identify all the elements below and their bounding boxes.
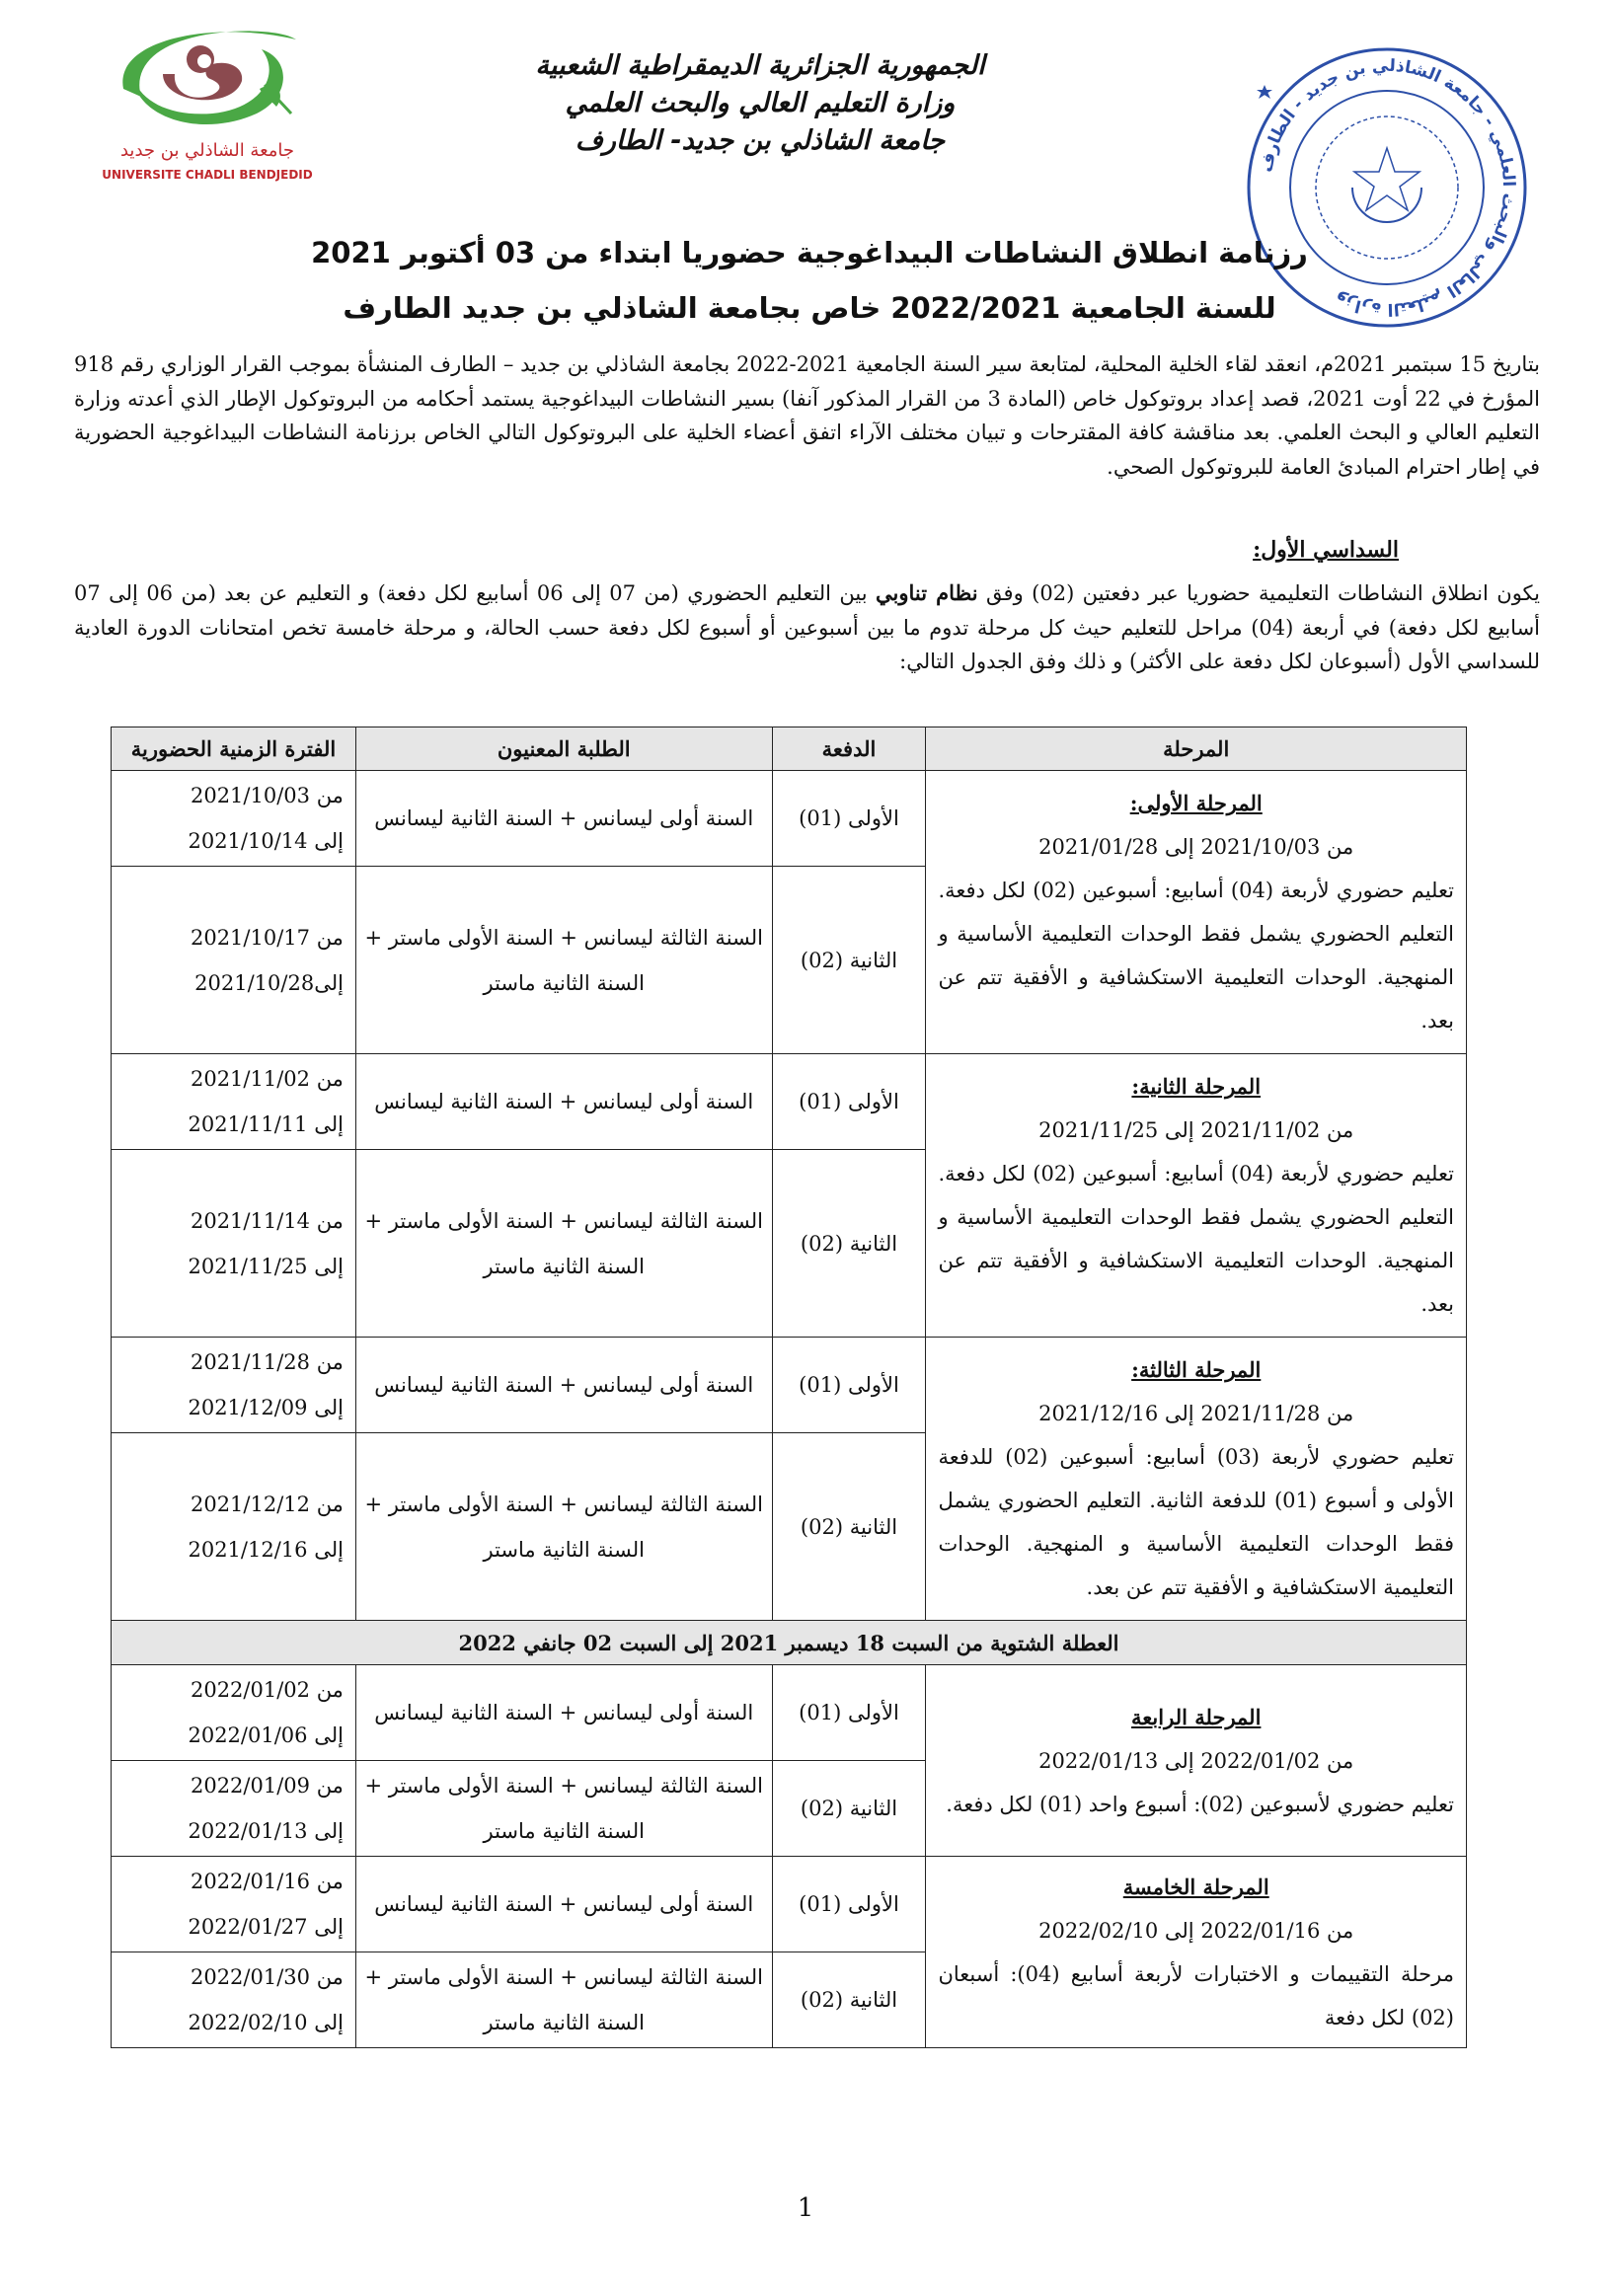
period-cell bbox=[112, 867, 356, 1054]
logo-text-arabic: جامعة الشاذلي بن جديد bbox=[119, 140, 295, 161]
period-to: إلى2021/10/28 bbox=[194, 970, 344, 995]
batch-cell: الأولى (01) bbox=[772, 1665, 926, 1761]
period-to: إلى 2022/01/27 bbox=[188, 1915, 344, 1939]
students-cell: السنة أولى ليسانس + السنة الثانية ليسانس bbox=[355, 1054, 772, 1150]
period-cell bbox=[112, 1761, 356, 1857]
phase-range: من 2021/11/02 إلى 2021/11/25 bbox=[1038, 1118, 1354, 1142]
phase-name: المرحلة الخامسة bbox=[1122, 1874, 1269, 1899]
period-cell bbox=[112, 1952, 356, 2048]
period-to: إلى 2021/11/11 bbox=[188, 1112, 344, 1136]
document-title bbox=[276, 225, 1342, 336]
period-cell bbox=[112, 1665, 356, 1761]
phase-cell bbox=[926, 1857, 1467, 2048]
semester-text-start: يكون انطلاق النشاطات التعليمية حضوريا عبر دفعتين (02) وفق bbox=[977, 581, 1540, 605]
header-period: الفترة الزمنية الحضورية bbox=[112, 727, 356, 771]
period-from: من 2022/01/16 bbox=[190, 1870, 344, 1893]
period-to: إلى 2021/12/16 bbox=[188, 1537, 344, 1562]
period-cell bbox=[112, 771, 356, 867]
phase-cell bbox=[926, 1338, 1467, 1621]
phase-range: من 2021/11/28 إلى 2021/12/16 bbox=[1038, 1402, 1354, 1425]
phase-name: المرحلة الأولى: bbox=[1129, 791, 1263, 815]
period-from: من 2022/01/30 bbox=[190, 1965, 344, 1989]
students-cell: السنة الثالثة ليسانس + السنة الأولى ماستر + السنة الثانية ماستر bbox=[355, 1433, 772, 1621]
phase-range: من 2022/01/16 إلى 2022/02/10 bbox=[1038, 1918, 1354, 1943]
intro-paragraph: بتاريخ 15 سبتمبر 2021م، انعقد لقاء الخلية المحلية، لمتابعة سير السنة الجامعية 2021-2022 بجامعة الشاذلي بن جديد – الطارف المنشأة بموجب القرار الوزاري رقم 918 المؤرخ في 22 أوت 2021، قصد إعداد بروتوكول خاص (المادة 3 من القرار المذكور آنفا) بسير النشاطات البيداغوجية يستمد أحكامه من البروتوكول الإطار الذي أعدته وزارة التعليم العالي و البحث العلمي. بعد مناقشة كافة المقترحات و تبيان مختلف الآراء اتفق أعضاء الخلية على البروتوكول التالي الخاص برزنامة النشاطات البيداغوجية الحضورية في إطار احترام المبادئ العامة للبروتوكول الصحي. bbox=[74, 352, 1541, 479]
batch-cell: الأولى (01) bbox=[772, 1857, 926, 1952]
title-line-1: رزنامة انطلاق النشاطات البيداغوجية حضوريا ابتداء من 03 أكتوبر 2021 bbox=[311, 236, 1308, 269]
period-cell bbox=[112, 1150, 356, 1338]
header-students: الطلبة المعنيون bbox=[355, 727, 772, 771]
batch-cell: الثانية (02) bbox=[772, 1433, 926, 1621]
period-from: من 2021/10/03 bbox=[190, 784, 344, 807]
header-phase: المرحلة bbox=[926, 727, 1467, 771]
semester-text-end: بين التعليم الحضوري (من 07 إلى 06 أسابيع لكل دفعة) و التعليم عن بعد (من 06 إلى 07 أسابيع لكل دفعة) في أربعة (04) مراحل للتعليم حيث كل مرحلة تدوم ما بين أسبوعين أو أسبوع لكل دفعة حسب الحالة، و مرحلة خامسة تخص امتحانات الدورة العادية للسداسي الأول (أسبوعان لكل دفعة على الأكثر) و ذلك وفق الجدول التالي: bbox=[74, 581, 1541, 673]
republic-line: الجمهورية الجزائرية الديمقراطية الشعبية bbox=[535, 50, 985, 81]
period-from: من 2022/01/02 bbox=[190, 1678, 344, 1702]
period-cell bbox=[112, 1054, 356, 1150]
period-cell bbox=[112, 1338, 356, 1433]
period-to: إلى 2022/02/10 bbox=[188, 2011, 344, 2034]
table-header-row bbox=[112, 727, 1467, 771]
holiday-row bbox=[112, 1621, 1467, 1665]
students-cell: السنة أولى ليسانس + السنة الثانية ليسانس bbox=[355, 771, 772, 867]
period-from: من 2021/11/02 bbox=[190, 1067, 344, 1091]
period-from: من 2021/12/12 bbox=[190, 1492, 344, 1516]
phase-description: تعليم حضوري لأسبوعين (02): أسبوع واحد (01) لكل دفعة. bbox=[946, 1792, 1454, 1816]
students-cell: السنة الثالثة ليسانس + السنة الأولى ماستر + السنة الثانية ماستر bbox=[355, 1150, 772, 1338]
stamp-text: وزارة التعليم العالي والبحث العلمي - جامعة الشاذلي بن جديد - الطارف bbox=[1256, 55, 1519, 320]
holiday-cell: العطلة الشتوية من السبت 18 ديسمبر 2021 إلى السبت 02 جانفي 2022 bbox=[112, 1621, 1467, 1665]
phase-cell bbox=[926, 771, 1467, 1054]
batch-cell: الثانية (02) bbox=[772, 1150, 926, 1338]
batch-cell: الثانية (02) bbox=[772, 867, 926, 1054]
period-to: إلى 2021/12/09 bbox=[188, 1396, 344, 1419]
phase-description: مرحلة التقييمات و الاختبارات لأربعة أسابيع (04): أسبعان (02) لكل دفعة bbox=[938, 1961, 1454, 2029]
phase-name: المرحلة الثالثة: bbox=[1131, 1357, 1262, 1382]
semester-paragraph bbox=[74, 576, 1540, 679]
phase-range: من 2021/10/03 إلى 2021/01/28 bbox=[1038, 835, 1354, 859]
table-row bbox=[112, 771, 1467, 867]
batch-cell: الأولى (01) bbox=[772, 1338, 926, 1433]
table-row bbox=[112, 1054, 1467, 1150]
university-logo bbox=[94, 20, 321, 192]
batch-cell: الثانية (02) bbox=[772, 1952, 926, 2048]
university-line: جامعة الشاذلي بن جديد- الطارف bbox=[575, 125, 946, 156]
students-cell: السنة الثالثة ليسانس + السنة الأولى ماستر + السنة الثانية ماستر bbox=[355, 1952, 772, 2048]
schedule-table bbox=[111, 727, 1467, 2048]
title-line-2: للسنة الجامعية 2022/2021 خاص بجامعة الشاذلي بن جديد الطارف bbox=[343, 291, 1276, 325]
table-row bbox=[112, 1857, 1467, 1952]
period-to: إلى 2022/01/13 bbox=[188, 1819, 344, 1843]
header-batch: الدفعة bbox=[772, 727, 926, 771]
phase-cell bbox=[926, 1665, 1467, 1857]
logo-emblem-icon bbox=[94, 20, 321, 143]
semester-text-bold: نظام تناوبي bbox=[876, 580, 978, 605]
phase-description: تعليم حضوري لأربعة (03) أسابيع: أسبوعين (02) للدفعة الأولى و أسبوع (01) للدفعة الثانية. التعليم الحضوري يشمل فقط الوحدات التعليمية الأساسية و المنهجية. الوحدات التعليمية الاستكشافية و الأفقية تتم عن بعد. bbox=[938, 1445, 1454, 1599]
period-from: من 2021/11/14 bbox=[190, 1208, 344, 1233]
batch-cell: الأولى (01) bbox=[772, 1054, 926, 1150]
logo-text-french: UNIVERSITE CHADLI BENDJEDID bbox=[102, 168, 313, 182]
period-cell bbox=[112, 1857, 356, 1952]
ministry-line: وزارة التعليم العالي والبحث العلمي bbox=[565, 88, 956, 118]
page-number: 1 bbox=[797, 2193, 814, 2223]
phase-name: المرحلة الثانية: bbox=[1131, 1074, 1262, 1099]
batch-cell: الأولى (01) bbox=[772, 771, 926, 867]
phase-description: تعليم حضوري لأربعة (04) أسابيع: أسبوعين (02) لكل دفعة. التعليم الحضوري يشمل فقط الوحدات التعليمية الأساسية و المنهجية. الوحدات التعليمية الاستكشافية و الأفقية تتم عن بعد. bbox=[938, 879, 1454, 1033]
phase-cell bbox=[926, 1054, 1467, 1338]
phase-range: من 2022/01/02 إلى 2022/01/13 bbox=[1038, 1748, 1354, 1773]
students-cell: السنة أولى ليسانس + السنة الثانية ليسانس bbox=[355, 1338, 772, 1433]
students-cell: السنة الثالثة ليسانس + السنة الأولى ماستر + السنة الثانية ماستر bbox=[355, 867, 772, 1054]
period-from: من 2022/01/09 bbox=[190, 1774, 344, 1798]
semester-title: السداسي الأول: bbox=[1253, 537, 1399, 563]
students-cell: السنة الثالثة ليسانس + السنة الأولى ماستر + السنة الثانية ماستر bbox=[355, 1761, 772, 1857]
table-row bbox=[112, 1338, 1467, 1433]
table-row bbox=[112, 1665, 1467, 1761]
students-cell: السنة أولى ليسانس + السنة الثانية ليسانس bbox=[355, 1665, 772, 1761]
period-from: من 2021/11/28 bbox=[190, 1350, 344, 1374]
institution-header bbox=[415, 47, 1106, 160]
period-from: من 2021/10/17 bbox=[190, 925, 344, 950]
students-cell: السنة أولى ليسانس + السنة الثانية ليسانس bbox=[355, 1857, 772, 1952]
batch-cell: الثانية (02) bbox=[772, 1761, 926, 1857]
period-to: إلى 2022/01/06 bbox=[188, 1723, 344, 1747]
phase-description: تعليم حضوري لأربعة (04) أسابيع: أسبوعين (02) لكل دفعة. التعليم الحضوري يشمل فقط الوحدات التعليمية الأساسية و المنهجية. الوحدات التعليمية الاستكشافية و الأفقية تتم عن بعد. bbox=[938, 1162, 1454, 1316]
period-to: إلى 2021/11/25 bbox=[188, 1254, 344, 1278]
period-cell bbox=[112, 1433, 356, 1621]
phase-name: المرحلة الرابعة bbox=[1131, 1704, 1262, 1729]
period-to: إلى 2021/10/14 bbox=[188, 829, 344, 853]
